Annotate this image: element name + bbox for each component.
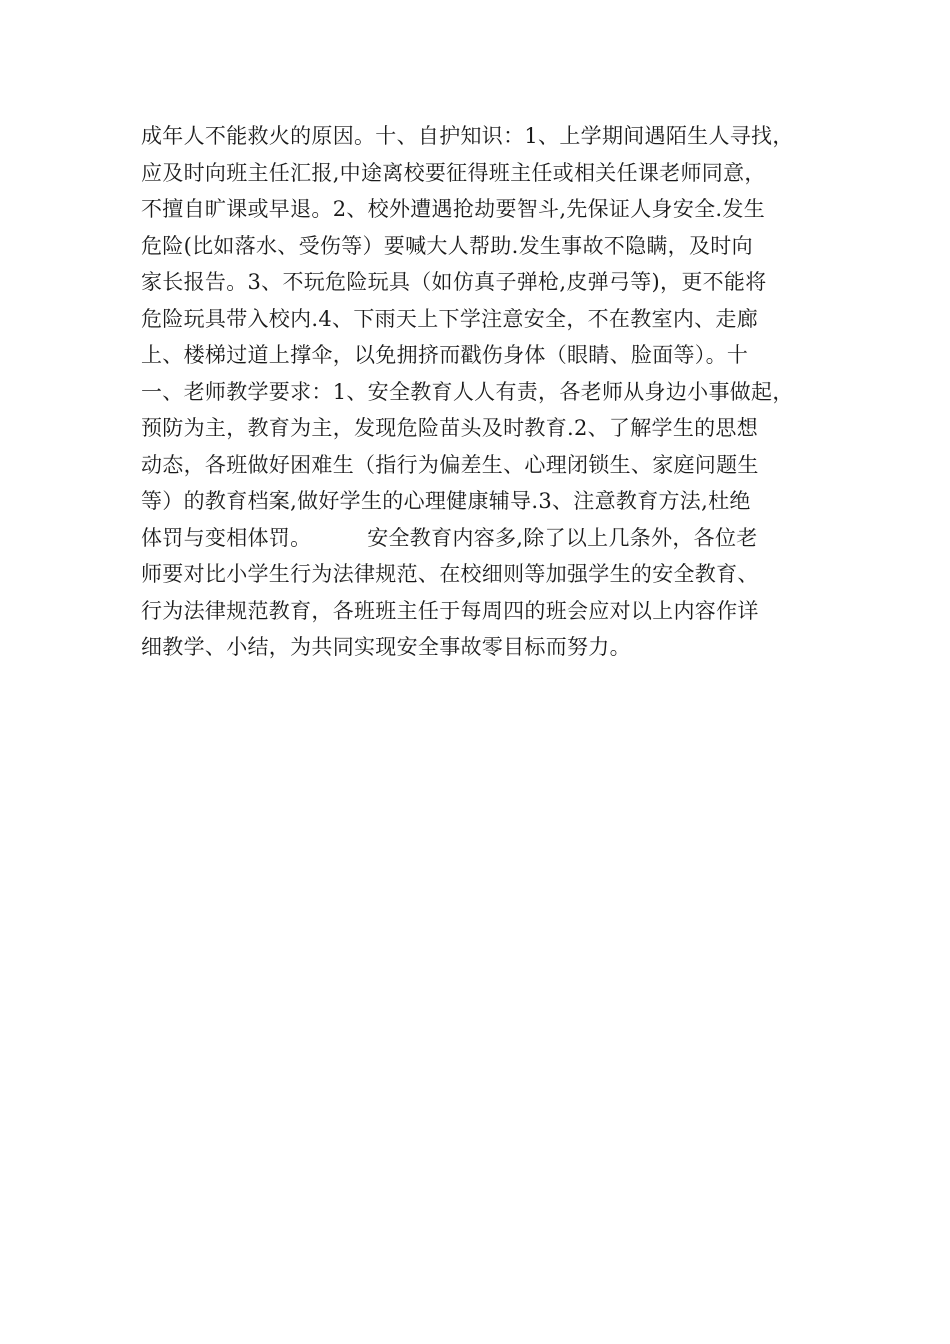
text-line: 危险玩具带入校内.4、下雨天上下学注意安全，不在教室内、走廊	[141, 306, 759, 331]
text-line: 细教学、小结，为共同实现安全事故零目标而努力。	[141, 635, 631, 659]
body-text	[141, 118, 841, 666]
text-line: 家长报告。3、不玩危险玩具（如仿真子弹枪,皮弹弓等)，更不能将	[141, 270, 767, 294]
text-line: 师要对比小学生行为法律规范、在校细则等加强学生的安全教育、	[141, 562, 759, 586]
text-line: 不擅自旷课或早退。2、校外遭遇抢劫要智斗,先保证人身安全.发生	[141, 197, 766, 221]
text-line: 预防为主，教育为主，发现危险苗头及时教育.2、了解学生的思想	[141, 416, 759, 440]
text-line: 应及时向班主任汇报,中途离校要征得班主任或相关任课老师同意，	[141, 160, 766, 185]
text-line: 体罚与变相体罚。 安全教育内容多,除了以上几条外，各位老	[141, 525, 758, 550]
text-line: 危险(比如落水、受伤等）要喊大人帮助.发生事故不隐瞒，及时向	[141, 233, 753, 258]
text-line: 一、老师教学要求：1、安全教育人人有责，各老师从身边小事做起，	[141, 379, 794, 404]
text-line: 行为法律规范教育，各班班主任于每周四的班会应对以上内容作详	[141, 598, 759, 623]
text-line: 上、楼梯过道上撑伞，以免拥挤而戳伤身体（眼睛、脸面等）。十	[141, 343, 749, 367]
text-line: 等）的教育档案,做好学生的心理健康辅导.3、注意教育方法,杜绝	[141, 489, 751, 513]
text-line: 动态，各班做好困难生（指行为偏差生、心理闭锁生、家庭问题生	[141, 452, 759, 477]
text-line: 成年人不能救火的原因。十、自护知识：1、上学期间遇陌生人寻找，	[141, 124, 794, 148]
